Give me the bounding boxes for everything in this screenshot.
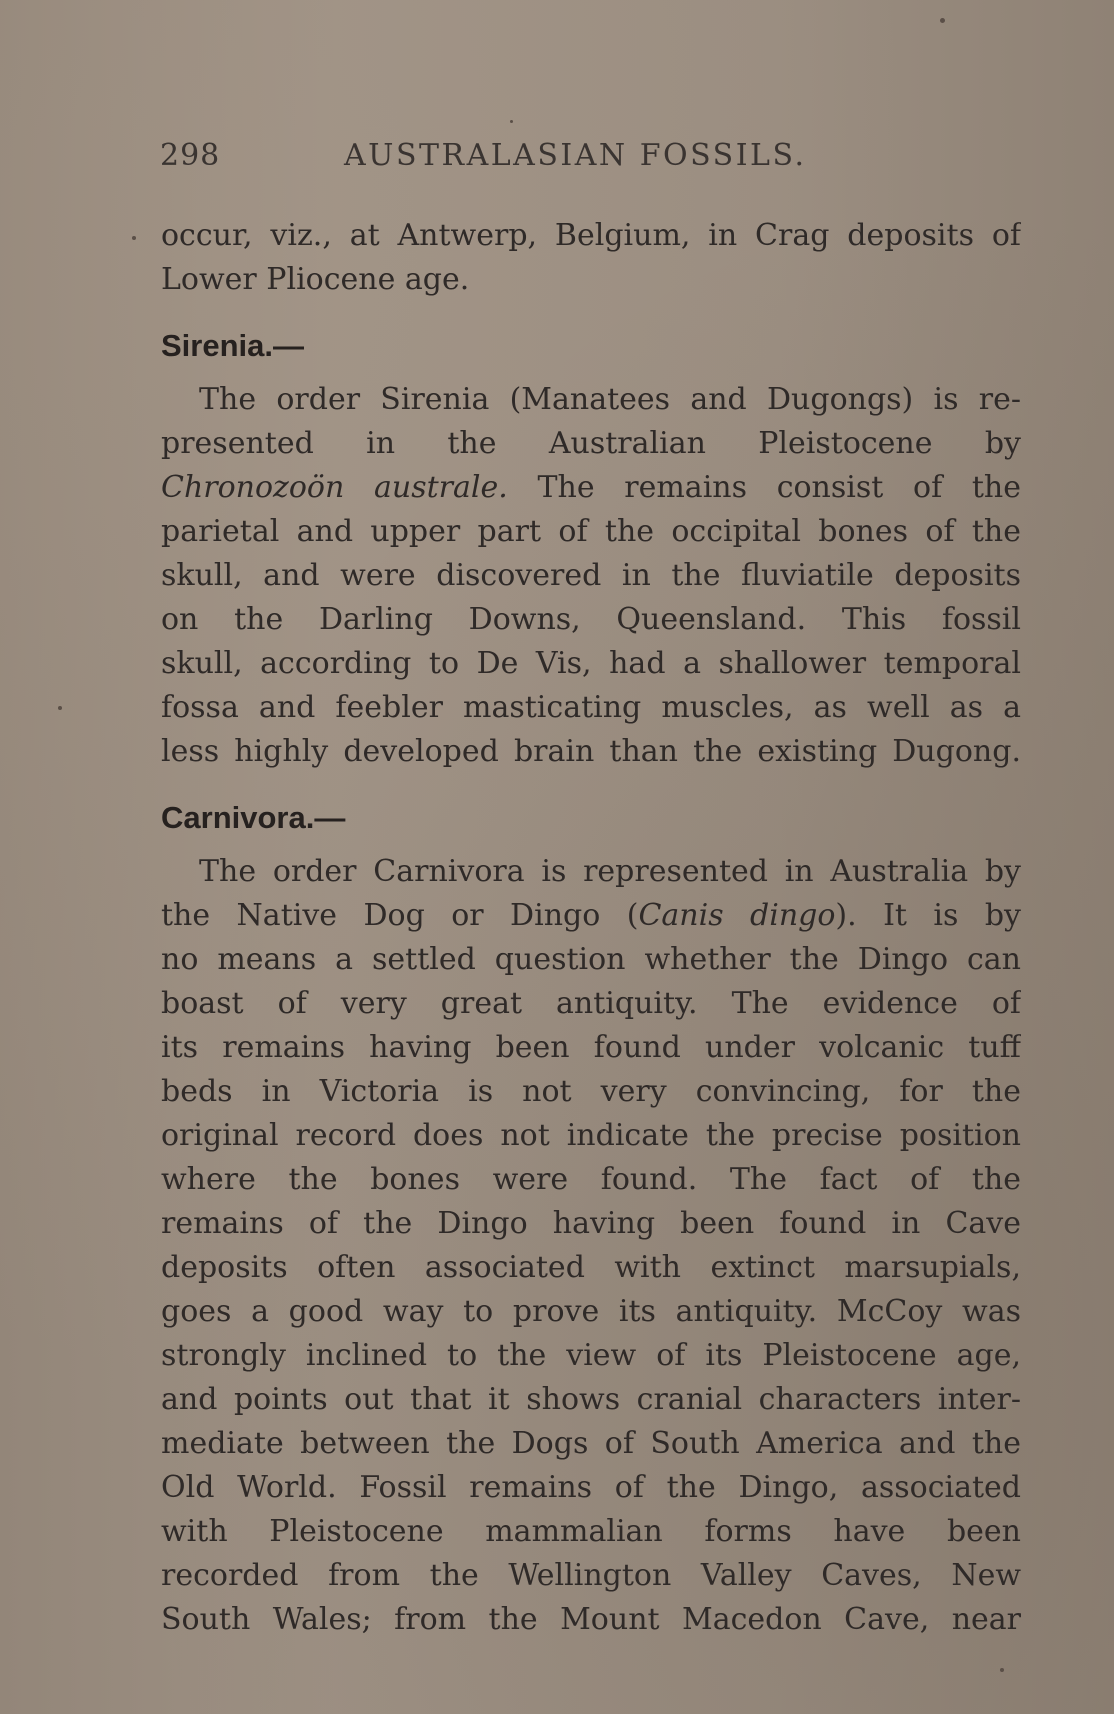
paragraph-line: parietal and upper part of the occipital bones of the xyxy=(161,514,1021,549)
paragraph-line: The order Sirenia (Manatees and Dugongs) is re- xyxy=(199,382,1021,417)
line-part: ). It is by xyxy=(835,898,1021,933)
paragraph-line: and points out that it shows cranial characters inter- xyxy=(161,1382,1021,1417)
paper-speck xyxy=(1000,1668,1004,1672)
paper-speck xyxy=(510,120,513,123)
paragraph-line: beds in Victoria is not very convincing, for the xyxy=(161,1074,1021,1109)
intro-line-1: occur, viz., at Antwerp, Belgium, in Crag deposits of xyxy=(161,218,1021,253)
paragraph-line: deposits often associated with extinct marsupials, xyxy=(161,1250,1021,1285)
paragraph-line: recorded from the Wellington Valley Caves, New xyxy=(161,1558,1021,1593)
running-title: AUSTRALASIAN FOSSILS. xyxy=(344,138,807,173)
species-name: Canis dingo xyxy=(638,898,836,933)
paragraph-line: on the Darling Downs, Queensland. This fossil xyxy=(161,602,1021,637)
paragraph-line-species xyxy=(161,894,1021,938)
paragraph-line: less highly developed brain than the existing Dugong. xyxy=(161,734,1021,769)
paragraph-line: South Wales; from the Mount Macedon Cave, near xyxy=(161,1602,1021,1637)
body-text xyxy=(161,214,1021,1642)
paper-speck xyxy=(58,706,62,710)
paragraph-line: skull, according to De Vis, had a shallower temporal xyxy=(161,646,1021,681)
paper-speck xyxy=(940,18,945,23)
paragraph-line: boast of very great antiquity. The evidence of xyxy=(161,986,1021,1021)
paragraph-line: fossa and feebler masticating muscles, as well as a xyxy=(161,690,1021,725)
paragraph-line: original record does not indicate the precise position xyxy=(161,1118,1021,1153)
line-part: the Native Dog or Dingo ( xyxy=(161,898,639,933)
paragraph-line: presented in the Australian Pleistocene by xyxy=(161,426,1021,461)
paper-speck xyxy=(132,236,136,240)
intro-line-2: Lower Pliocene age. xyxy=(161,262,470,297)
species-name: Chronozoön australe. xyxy=(161,470,508,505)
paragraph-line: its remains having been found under volcanic tuff xyxy=(161,1030,1021,1065)
paragraph-line: The order Carnivora is represented in Australia by xyxy=(199,854,1021,889)
paragraph-line: remains of the Dingo having been found in Cave xyxy=(161,1206,1021,1241)
paragraph-line: with Pleistocene mammalian forms have been xyxy=(161,1514,1021,1549)
section-heading-sirenia: Sirenia.— xyxy=(161,328,304,363)
page-number: 298 xyxy=(160,138,221,173)
section-heading-carnivora: Carnivora.— xyxy=(161,800,346,835)
paragraph-line: Old World. Fossil remains of the Dingo, associated xyxy=(161,1470,1021,1505)
paragraph-line-remainder: The remains consist of the xyxy=(537,470,1021,505)
paragraph-line: skull, and were discovered in the fluviatile deposits xyxy=(161,558,1021,593)
paragraph-line: goes a good way to prove its antiquity. McCoy was xyxy=(161,1294,1021,1329)
running-head xyxy=(160,138,940,182)
paragraph-line: no means a settled question whether the Dingo can xyxy=(161,942,1021,977)
paragraph-line: where the bones were found. The fact of the xyxy=(161,1162,1021,1197)
paragraph-line: mediate between the Dogs of South America and the xyxy=(161,1426,1021,1461)
paragraph-line: strongly inclined to the view of its Pleistocene age, xyxy=(161,1338,1021,1373)
paragraph-line-species xyxy=(161,466,1021,510)
